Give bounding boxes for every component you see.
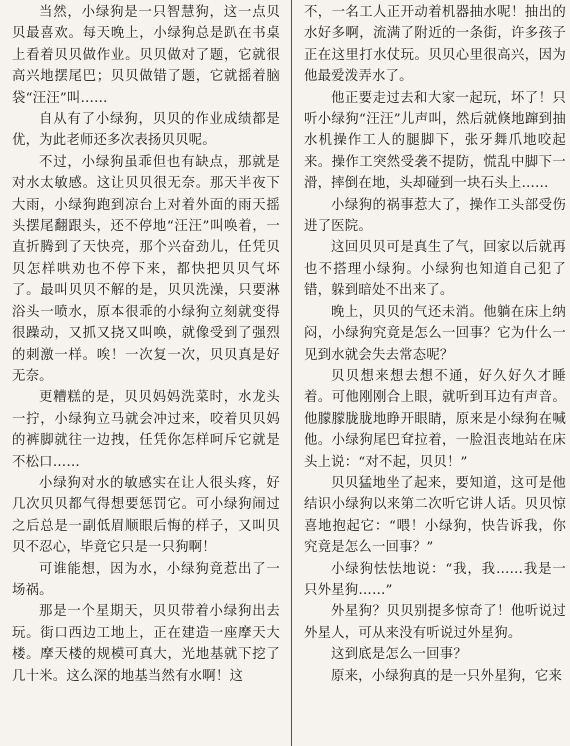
right-text-column — [304, 2, 566, 746]
paragraph: 这到底是怎么一回事？ — [331, 647, 467, 663]
paragraph: 小绿狗怯怯地说：“我，我……我是一只外星狗……” — [304, 561, 566, 598]
paragraph: 当然，小绿狗是一只智慧狗，这一点贝贝最喜欢。每天晚上，小绿狗总是趴在书桌上看着贝贝做作业。贝贝做对了题，它就很高兴地摆尾巴；贝贝做错了题，它就摇着脑袋“汪汪”叫…… — [12, 5, 280, 106]
paragraph: 晚上，贝贝的气还未消。他躺在床上纳闷，小绿狗究竟是怎么一回事？它为什么一见到水就会失去常态呢？ — [304, 304, 566, 363]
paragraph-continued: 不，一名工人正开动着机器抽水呢！抽出的水好多啊，流满了附近的一条街，许多孩子正在这里打水仗玩。贝贝心里很高兴，因为他最爱泼弄水了。 — [304, 5, 566, 85]
paragraph: 外星狗？贝贝别提多惊奇了！他听说过外星人，可从来没有听说过外星狗。 — [304, 604, 566, 641]
paragraph: 不过，小绿狗虽乖但也有缺点，那就是对水太敏感。这让贝贝很无奈。那天半夜下大雨，小绿狗跑到凉台上对着外面的雨天摇头摆尾翻跟头，还不停地“汪汪”叫唤着，一直折腾到了天快亮，那个兴奋劲儿，任凭贝贝怎样哄劝也不停下来，都快把贝贝气坏了。最叫贝贝不解的是，贝贝洗澡，只要淋浴头一喷水，原本很乖的小绿狗立刻就变得很躁动，又抓又挠又叫唤，就像受到了强烈的刺激一样。唉！一次复一次，贝贝真是好无奈。 — [12, 154, 280, 384]
paragraph: 更糟糕的是，贝贝妈妈洗菜时，水龙头一拧，小绿狗立马就会冲过来，咬着贝贝妈的裤脚就往一边拽，任凭你怎样呵斥它就是不松口…… — [12, 390, 280, 470]
paragraph: 自从有了小绿狗，贝贝的作业成绩都是优，为此老师还多次表扬贝贝呢。 — [12, 112, 280, 149]
paragraph: 小绿狗的祸事惹大了，操作工头部受伤进了医院。 — [304, 197, 566, 235]
paragraph: 原来，小绿狗真的是一只外星狗，它来 — [331, 668, 563, 684]
paragraph: 他正要走过去和大家一起玩，坏了！只听小绿狗“汪汪”儿声叫，然后就倏地蹿到抽水机操作工人的腿脚下，张牙舞爪地咬起来。操作工突然受袭不提防，慌乱中脚下一滑，摔倒在地，头却碰到一块石头上…… — [304, 90, 566, 192]
paragraph: 可谁能想，因为水，小绿狗竟惹出了一场祸。 — [12, 561, 280, 598]
left-text-column — [12, 2, 280, 746]
paragraph: 那是一个星期天，贝贝带着小绿狗出去玩。街口西边工地上，正在建造一座摩天大楼。摩天楼的规模可真大，光地基就下挖了几十米。这么深的地基当然有水啊！这 — [12, 604, 280, 684]
paragraph: 小绿狗对水的敏感实在让人很头疼，好几次贝贝都气得想要惩罚它。可小绿狗闹过之后总是一副低眉顺眼后悔的样子，又叫贝贝不忍心，毕竟它只是一只狗啊！ — [12, 475, 280, 556]
paragraph: 贝贝猛地坐了起来，要知道，这可是他结识小绿狗以来第二次听它讲人话。贝贝惊喜地抱起它：“喂！小绿狗，快告诉我，你究竟是怎么一回事？” — [304, 475, 566, 556]
paragraph: 这回贝贝可是真生了气，回家以后就再也不搭理小绿狗。小绿狗也知道自己犯了错，躲到暗处不出来了。 — [304, 240, 566, 299]
paragraph: 贝贝想来想去想不通，好久好久才睡着。可他刚刚合上眼，就听到耳边有声音。他朦朦胧胧地睁开眼睛，原来是小绿狗在喊他。小绿狗尾巴耷拉着，一脸沮丧地站在床头上说：“对不起，贝贝！” — [304, 368, 566, 470]
column-divider — [291, 0, 292, 746]
